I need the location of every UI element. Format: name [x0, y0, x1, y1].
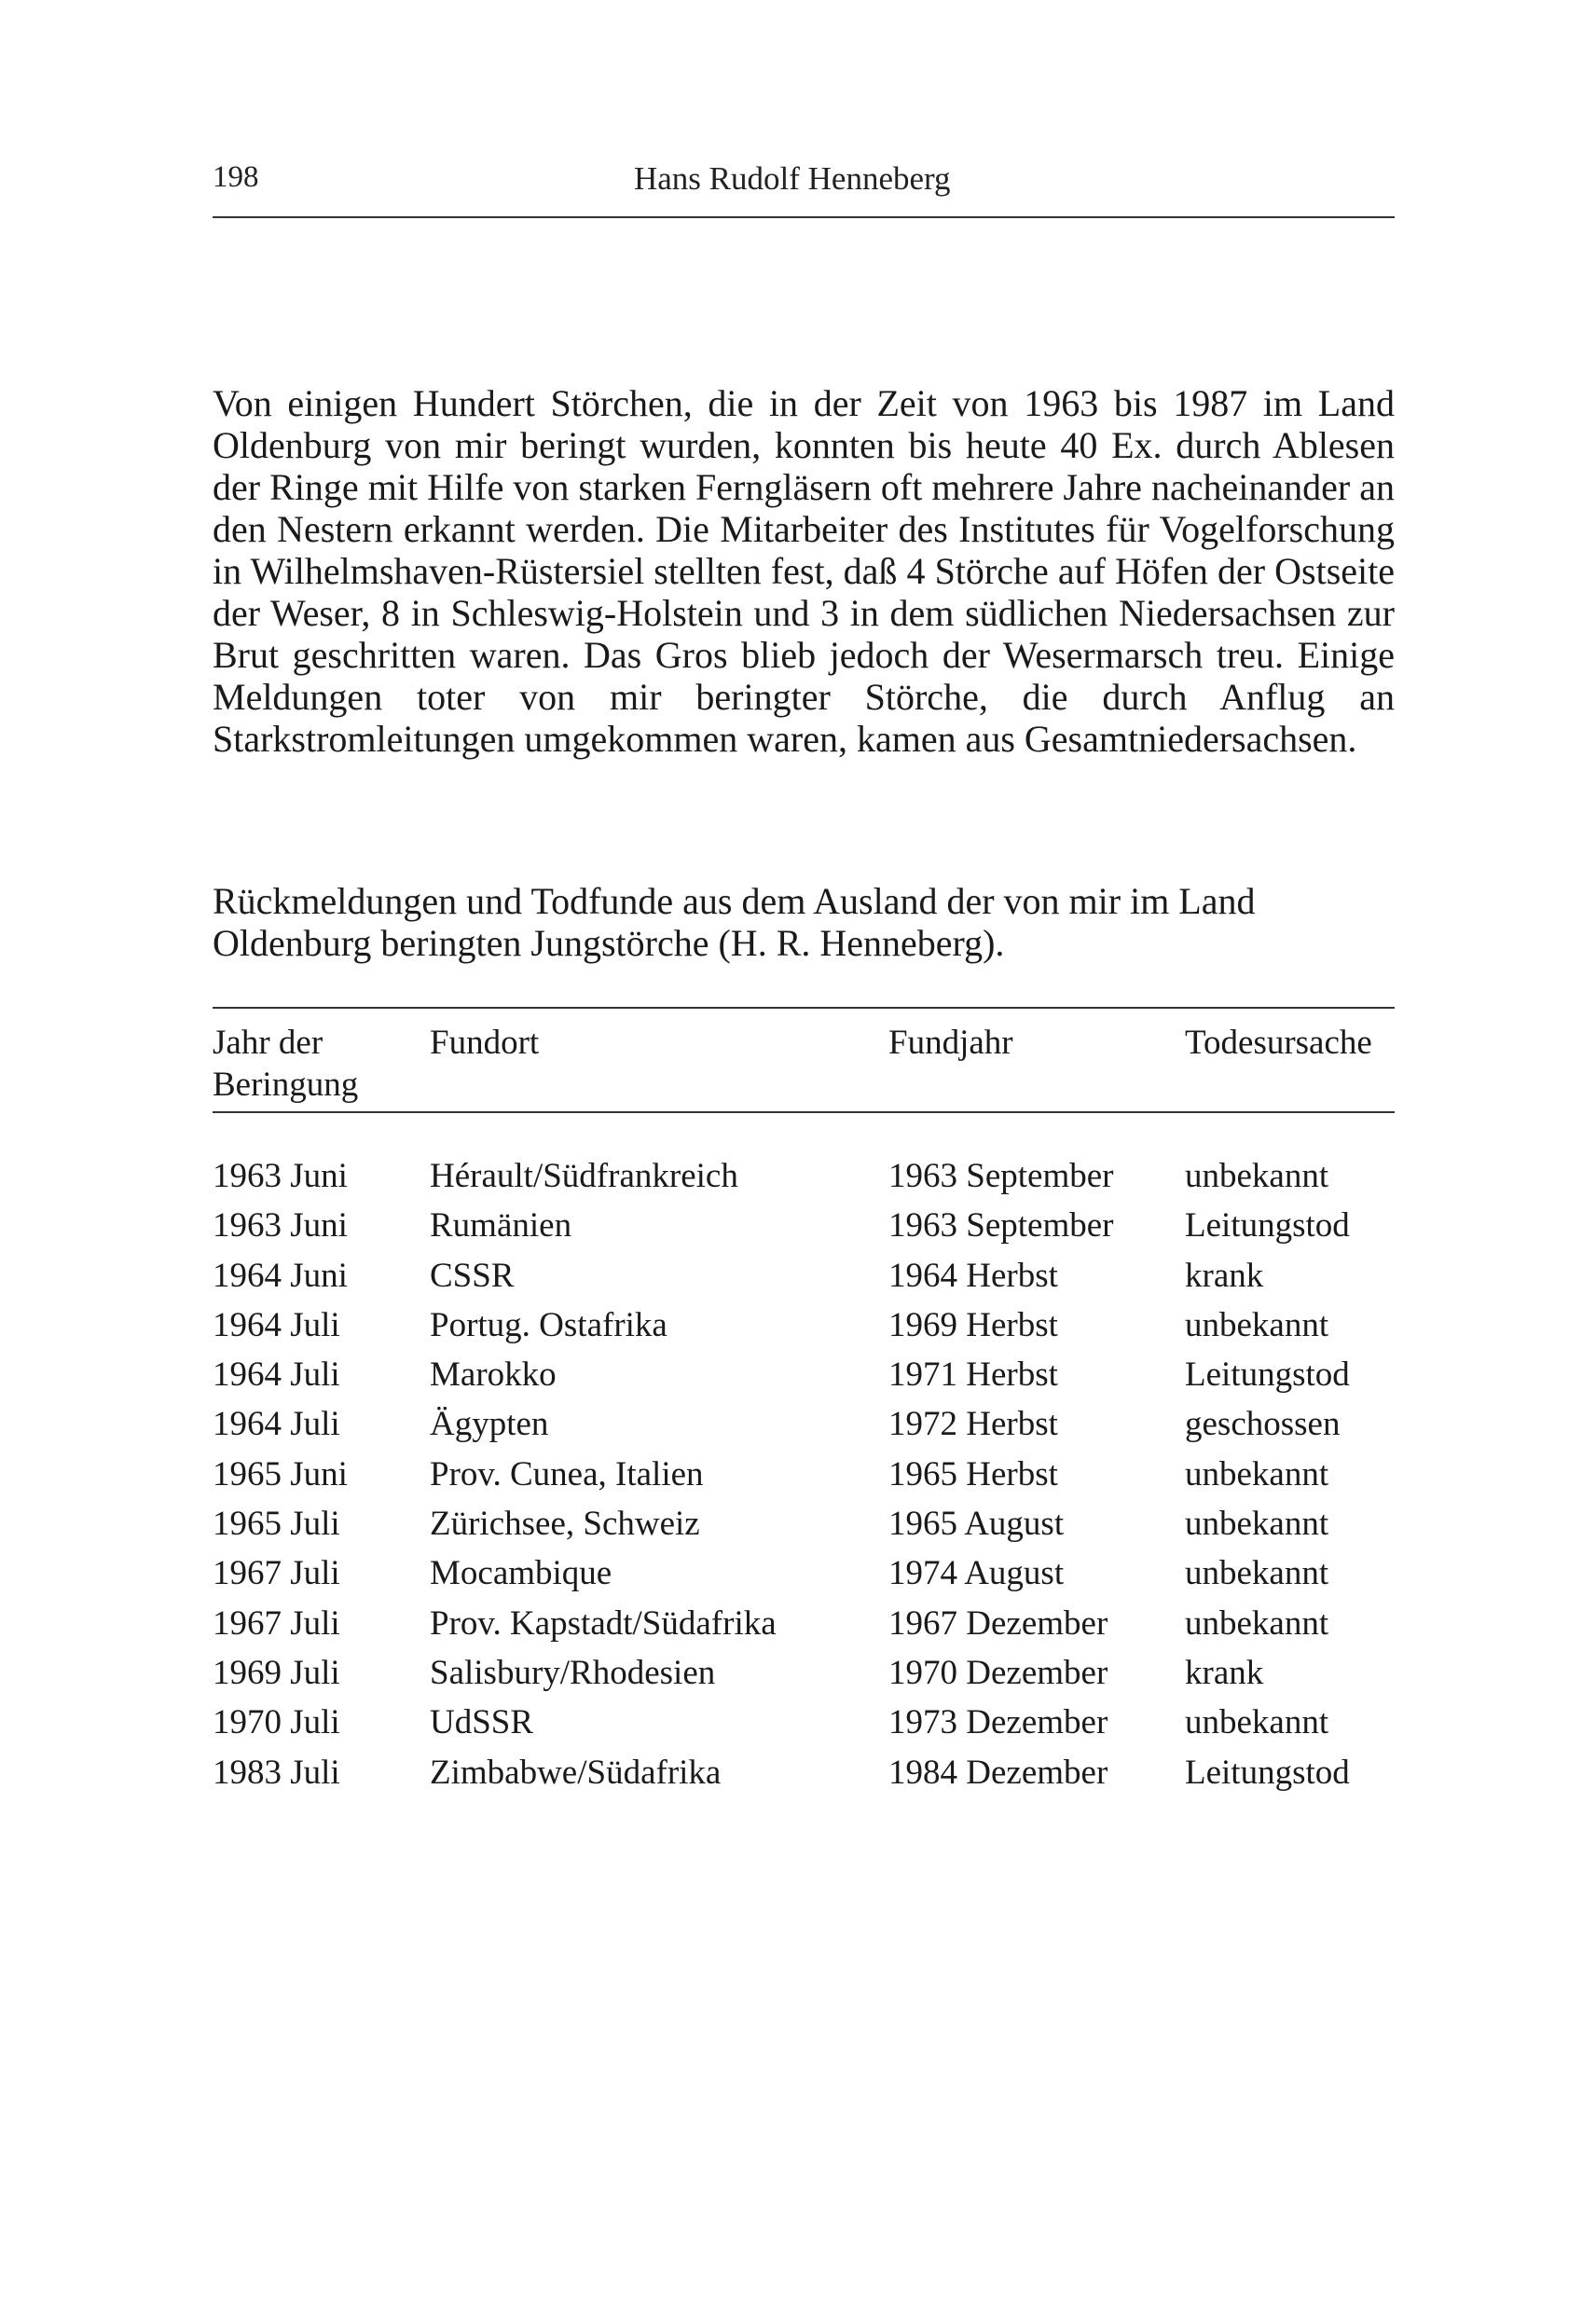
cell-location: Prov. Kapstadt/Südafrika: [430, 1603, 777, 1643]
table-row: [213, 1504, 1395, 1553]
cell-found-year: 1970 Dezember: [888, 1653, 1108, 1692]
cell-found-year: 1967 Dezember: [888, 1603, 1108, 1643]
cell-location: Zürichsee, Schweiz: [430, 1505, 700, 1544]
cell-found-year: 1969 Herbst: [888, 1305, 1058, 1344]
cell-location: Mocambique: [430, 1554, 612, 1593]
cell-cause: krank: [1185, 1256, 1264, 1295]
table-row: [213, 1404, 1395, 1453]
cell-found-year: 1964 Herbst: [888, 1256, 1058, 1295]
body-paragraph: Von einigen Hundert Störchen, die in der Zeit von 1963 bis 1987 im Land Oldenburg von mir beringt wurden, konnten bis heute 40 Ex. durch Ablesen der Ringe mit Hilfe von starken Ferngläsern oft mehrere Jahre nacheinander an den Nestern erkannt werden. Die Mitarbeiter des Institutes für Vogelforschung in Wilhelmshaven-Rüstersiel stellten fest, daß 4 Störche auf Höfen der Ostseite der Weser, 8 in Schleswig-Holstein und 3 in dem südlichen Niedersachsen zur Brut geschritten waren. Das Gros blieb jedoch der Wesermarsch treu. Einige Meldungen toter von mir beringter Störche, die durch Anflug an Starkstromleitungen umgekommen waren, kamen aus Gesamtniedersachsen.: [213, 382, 1395, 760]
cell-found-year: 1973 Dezember: [888, 1703, 1108, 1742]
cell-cause: geschossen: [1185, 1405, 1341, 1444]
running-head: Hans Rudolf Henneberg: [634, 160, 951, 197]
column-header-cause: Todesursache: [1185, 1024, 1372, 1062]
cell-location: Ägypten: [430, 1405, 549, 1444]
table-caption: Rückmeldungen und Todfunde aus dem Ausland der von mir im Land Oldenburg beringten Jungstörche (H. R. Henneberg).: [213, 880, 1256, 964]
cell-cause: unbekannt: [1185, 1305, 1329, 1344]
cell-cause: unbekannt: [1185, 1157, 1329, 1195]
cell-found-year: 1965 August: [888, 1505, 1065, 1544]
cell-ringing-year: 1983 Juli: [213, 1753, 340, 1792]
table-row: [213, 1603, 1395, 1653]
cell-found-year: 1984 Dezember: [888, 1753, 1108, 1792]
cell-ringing-year: 1963 Juni: [213, 1206, 348, 1245]
table-body: [213, 1156, 1395, 1802]
table-header-rule: [213, 1111, 1395, 1113]
table-top-rule: [213, 1007, 1395, 1009]
table-row: [213, 1305, 1395, 1355]
cell-ringing-year: 1964 Juli: [213, 1305, 340, 1344]
cell-ringing-year: 1969 Juli: [213, 1653, 340, 1692]
column-header-year: [213, 1022, 358, 1106]
cell-location: Hérault/Südfrankreich: [430, 1157, 738, 1195]
page-header: [213, 160, 1395, 218]
cell-ringing-year: 1967 Juli: [213, 1603, 340, 1643]
cell-ringing-year: 1970 Juli: [213, 1703, 340, 1742]
cell-cause: unbekannt: [1185, 1454, 1329, 1493]
cell-location: Zimbabwe/Südafrika: [430, 1753, 722, 1792]
table-row: [213, 1205, 1395, 1255]
cell-cause: unbekannt: [1185, 1554, 1329, 1593]
cell-location: Rumänien: [430, 1206, 572, 1245]
cell-ringing-year: 1963 Juni: [213, 1157, 348, 1195]
cell-cause: unbekannt: [1185, 1603, 1329, 1643]
cell-found-year: 1971 Herbst: [888, 1356, 1058, 1395]
cell-ringing-year: 1965 Juni: [213, 1454, 348, 1493]
column-header-location: Fundort: [430, 1024, 540, 1062]
table-row: [213, 1702, 1395, 1752]
cell-cause: unbekannt: [1185, 1505, 1329, 1544]
column-header-year-line2: Beringung: [213, 1066, 359, 1104]
cell-found-year: 1972 Herbst: [888, 1405, 1058, 1444]
cell-found-year: 1963 September: [888, 1206, 1114, 1245]
column-header-found-year: Fundjahr: [888, 1024, 1013, 1062]
column-header-year-line1: Jahr der: [213, 1024, 323, 1062]
table-row: [213, 1454, 1395, 1504]
cell-cause: krank: [1185, 1653, 1264, 1692]
table-row: [213, 1653, 1395, 1702]
cell-location: Prov. Cunea, Italien: [430, 1454, 704, 1493]
cell-ringing-year: 1964 Juni: [213, 1256, 348, 1295]
cell-ringing-year: 1965 Juli: [213, 1505, 340, 1544]
cell-found-year: 1974 August: [888, 1554, 1065, 1593]
page-number: 198: [213, 160, 259, 194]
cell-location: Portug. Ostafrika: [430, 1305, 667, 1344]
table-row: [213, 1355, 1395, 1404]
cell-cause: Leitungstod: [1185, 1356, 1350, 1395]
cell-ringing-year: 1964 Juli: [213, 1405, 340, 1444]
cell-location: Salisbury/Rhodesien: [430, 1653, 716, 1692]
table-row: [213, 1156, 1395, 1205]
cell-ringing-year: 1967 Juli: [213, 1554, 340, 1593]
table-row: [213, 1553, 1395, 1603]
cell-found-year: 1963 September: [888, 1157, 1114, 1195]
cell-cause: Leitungstod: [1185, 1206, 1350, 1245]
cell-found-year: 1965 Herbst: [888, 1454, 1058, 1493]
table-row: [213, 1256, 1395, 1305]
cell-location: Marokko: [430, 1356, 557, 1395]
table-row: [213, 1753, 1395, 1802]
cell-location: CSSR: [430, 1256, 515, 1295]
cell-location: UdSSR: [430, 1703, 534, 1742]
cell-cause: unbekannt: [1185, 1703, 1329, 1742]
cell-cause: Leitungstod: [1185, 1753, 1350, 1792]
cell-ringing-year: 1964 Juli: [213, 1356, 340, 1395]
